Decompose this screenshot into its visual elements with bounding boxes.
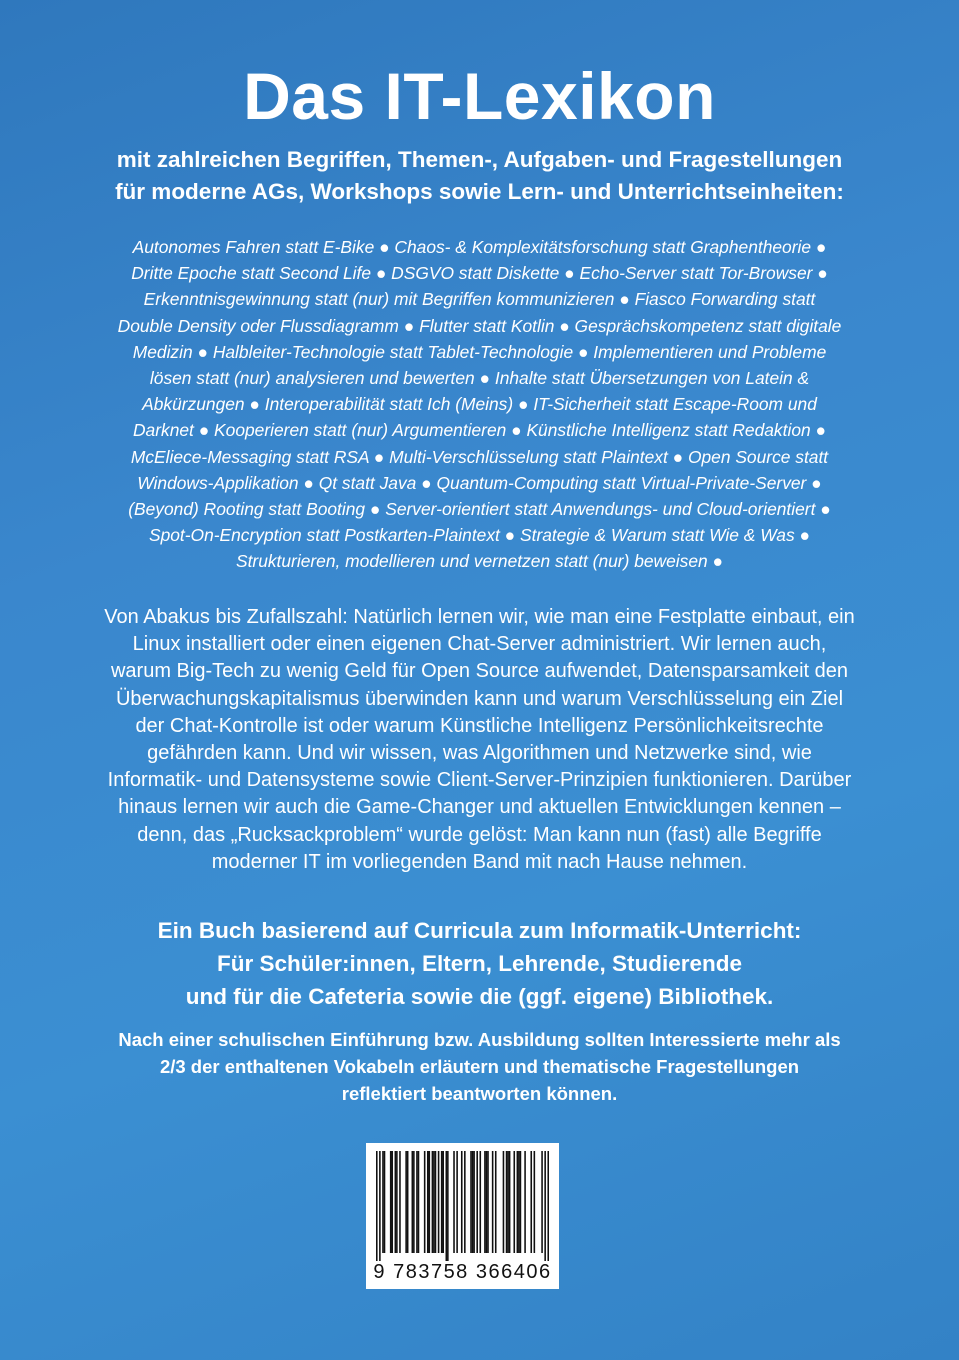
barcode-bar	[530, 1151, 532, 1253]
barcode-bar	[509, 1151, 511, 1253]
barcode-bar	[479, 1151, 481, 1253]
topics-line: McEliece-Messaging statt RSA ● Multi-Verschlüsselung statt Plaintext ● Open Source statt	[130, 446, 829, 467]
barcode-bar	[416, 1151, 418, 1253]
barcode-bar	[399, 1151, 401, 1253]
barcode-bar	[435, 1151, 437, 1253]
barcode-bar	[513, 1151, 515, 1253]
barcode-bar	[418, 1151, 420, 1253]
topics-line: (Beyond) Rooting statt Booting ● Server-orientiert statt Anwendungs- und Cloud-orientiert ●	[128, 499, 831, 520]
topics-list	[60, 234, 899, 575]
book-description	[50, 604, 909, 876]
topics-line: Autonomes Fahren statt E-Bike ● Chaos- & Komplexitätsforschung statt Graphentheorie ●	[132, 237, 827, 257]
barcode-bar	[433, 1151, 435, 1253]
barcode-bar	[518, 1151, 520, 1253]
barcode-bar	[427, 1151, 429, 1253]
barcode-bar	[473, 1151, 475, 1253]
barcode-bar	[492, 1151, 494, 1253]
description-line: der Chat-Kontrolle ist oder warum Künstliche Intelligenz Persönlichkeitsrechte	[135, 714, 824, 737]
barcode-bar	[446, 1151, 448, 1261]
barcode-bar	[379, 1151, 381, 1261]
barcode-bar	[487, 1151, 489, 1253]
barcode-bar	[438, 1151, 440, 1253]
topics-line: Medizin ● Halbleiter-Technologie statt Tablet-Technologie ● Implementieren und Probleme	[132, 341, 827, 362]
topics-line: Dritte Epoche statt Second Life ● DSGVO statt Diskette ● Echo-Server statt Tor-Browser ●	[131, 263, 828, 284]
topics-line: Darknet ● Kooperieren statt (nur) Argumentieren ● Künstliche Intelligenz statt Redaktion ●	[132, 420, 827, 441]
barcode-bar	[520, 1151, 522, 1253]
barcode-bar	[395, 1151, 397, 1253]
barcode-bar	[384, 1151, 386, 1253]
barcode-bar	[424, 1151, 426, 1253]
learning-goal-note	[40, 1026, 919, 1107]
description-line: Überwachungskapitalismus überwinden kann und warum Verschlüsselung ein Ziel	[115, 687, 844, 710]
barcode-bar	[447, 1151, 449, 1261]
barcode-bar	[484, 1151, 486, 1253]
topics-line: Spot-On-Encryption statt Postkarten-Plaintext ● Strategie & Warum statt Wie & Was ●	[148, 525, 810, 546]
description-line: Von Abakus bis Zufallszahl: Natürlich lernen wir, wie man eine Festplatte einbaut, ein	[104, 606, 855, 628]
barcode-bar	[390, 1151, 392, 1253]
barcode-bar	[517, 1151, 519, 1253]
barcode-bar	[503, 1151, 505, 1253]
barcode-bar	[464, 1151, 466, 1253]
description-line: Informatik- und Datensysteme sowie Client-Server-Prinzipien funktionieren. Darüber	[107, 769, 852, 792]
barcode-bar	[413, 1151, 415, 1253]
audience-line: Ein Buch basierend auf Curricula zum Informatik-Unterricht:	[157, 918, 802, 943]
barcode-bar	[495, 1151, 497, 1253]
barcode-bar	[432, 1151, 434, 1253]
description-line: moderner IT im vorliegenden Band mit nach Hause nehmen.	[211, 850, 748, 873]
barcode-number: 9 783758 366406	[373, 1261, 552, 1283]
barcode-bar	[453, 1151, 455, 1253]
barcode-bar	[506, 1151, 508, 1253]
isbn-barcode	[366, 1143, 559, 1289]
barcode-bar	[407, 1151, 409, 1253]
description-line: hinaus lernen wir auch die Game-Changer und aktuellen Entwicklungen kennen –	[118, 796, 841, 819]
barcode-bars	[376, 1151, 549, 1261]
barcode-bar	[507, 1151, 509, 1253]
topics-line: Abkürzungen ● Interoperabilität statt Ich (Meins) ● IT-Sicherheit statt Escape-Room und	[142, 394, 817, 415]
barcode-bar	[391, 1151, 393, 1253]
barcode-bar	[461, 1151, 463, 1253]
topics-line: Double Density oder Flussdiagramm ● Flutter statt Kotlin ● Gesprächskompetenz statt digitale	[117, 315, 842, 336]
description-line: Linux installiert oder einen eigenen Chat-Server administriert. Wir lernen auch,	[132, 633, 827, 656]
book-title: Das IT-Lexikon	[243, 59, 716, 133]
topics-line: Erkenntnisgewinnung statt (nur) mit Begriffen kommunizieren ● Fiasco Forwarding statt	[143, 289, 816, 310]
topics-line: lösen statt (nur) analysieren und bewerten ● Inhalte statt Übersetzungen von Latein &	[149, 368, 810, 389]
note-line: Nach einer schulischen Einführung bzw. Ausbildung sollten Interessierte mehr als	[118, 1029, 841, 1050]
target-audience	[40, 914, 919, 1013]
barcode-bar	[534, 1151, 536, 1253]
barcode-bar	[470, 1151, 472, 1253]
barcode-bar	[544, 1151, 546, 1261]
barcode-bar	[476, 1151, 478, 1253]
subtitle-line: für moderne AGs, Workshops sowie Lern- und Unterrichtseinheiten:	[115, 179, 844, 204]
description-line: warum Big-Tech zu wenig Geld für Open Source aufwendet, Datensparsamkeit den	[110, 660, 849, 683]
barcode-bar	[429, 1151, 431, 1253]
note-line: 2/3 der enthaltenen Vokabeln erläutern und thematische Fragestellungen	[159, 1056, 800, 1077]
barcode-bar	[441, 1151, 443, 1253]
description-line: denn, das „Rucksackproblem“ wurde gelöst: Man kann nun (fast) alle Begriffe	[137, 823, 822, 846]
topics-line: Windows-Applikation ● Qt statt Java ● Quantum-Computing statt Virtual-Private-Server ●	[137, 472, 822, 493]
note-line: reflektiert beantworten können.	[341, 1083, 618, 1104]
barcode-bar	[382, 1151, 384, 1253]
audience-line: Für Schüler:innen, Eltern, Lehrende, Studierende	[216, 951, 743, 976]
barcode-bar	[396, 1151, 398, 1253]
barcode-bar	[442, 1151, 444, 1253]
barcode-bar	[541, 1151, 543, 1253]
barcode-bar	[486, 1151, 488, 1253]
book-subtitle	[40, 144, 919, 208]
barcode-bar	[456, 1151, 458, 1253]
barcode-bar	[547, 1151, 549, 1261]
barcode-bar	[472, 1151, 474, 1253]
barcode-bar	[405, 1151, 407, 1253]
description-line: gefährden kann. Und wir wissen, was Algorithmen und Netzwerke sind, wie	[147, 742, 812, 765]
barcode-bar	[376, 1151, 378, 1261]
audience-line: und für die Cafeteria sowie die (ggf. eigene) Bibliothek.	[185, 984, 774, 1009]
barcode-bar	[412, 1151, 414, 1253]
topics-line: Strukturieren, modellieren und vernetzen statt (nur) beweisen ●	[235, 551, 724, 572]
barcode-bar	[524, 1151, 526, 1253]
subtitle-line: mit zahlreichen Begriffen, Themen-, Aufgaben- und Fragestellungen	[116, 147, 843, 172]
